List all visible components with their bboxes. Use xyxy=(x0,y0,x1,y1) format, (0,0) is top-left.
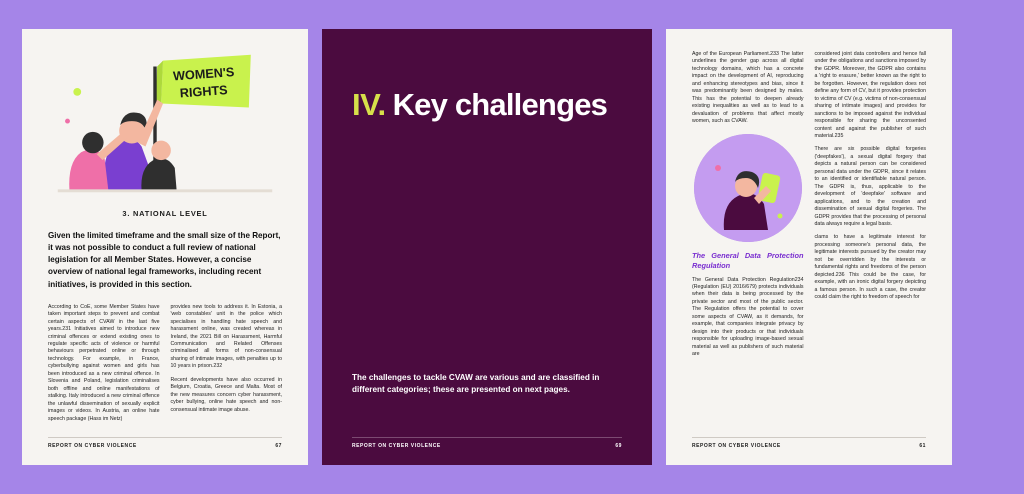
footer-label: REPORT ON CYBER VIOLENCE xyxy=(352,443,441,449)
paragraph: considered joint data controllers and hence fall under the obligations and sanctions imposed by the GDPR. Moreover, the GDPR also contains a 'right to erasure,' better known as the right to be forgotten. However, the regulation does not define any form of CV, but it provides protection to victims of CV (e.g. victims of non-consensual sharing of intimate images) and provides for sanctions to be imposed against the individual responsible for sharing the unconsented content and against the publisher of such material.235 xyxy=(814,51,926,139)
subheading: The General Data Protection Regulation xyxy=(692,250,804,270)
body-column-right xyxy=(815,51,927,364)
page-number: 67 xyxy=(275,443,282,449)
section-heading: 3. NATIONAL LEVEL xyxy=(122,209,208,218)
page-number: 69 xyxy=(615,443,622,449)
page-footer xyxy=(48,437,282,449)
page-footer xyxy=(352,437,622,449)
paragraph: Age of the European Parliament.233 The latter underlines the gender gap across all digital technology domains, which has a concrete impact on the development of AI, reproducing and enhancing stereotypes and bias, since it was predominantly been designed by males. This has the potential to deepen already existing inequalities as well as to lead to a devaluation of problems that affect mostly women, such as CVAW. xyxy=(692,51,804,125)
lead-paragraph: Given the limited timeframe and the small size of the Report, it was not possible to conduct a full review of national legislation for all Member States. However, a concise overview of national legal frameworks, including recent initiatives, is provided in this section. xyxy=(48,231,281,289)
paragraph: provides new tools to address it. In Estonia, a 'web constables' unit in the police which specialises in handling hate speech and harassment online, was created whereas in Ireland, the 2021 Bill on Harassment, Harmful Communication and Related Offenses criminalised all forms of non-consensual sharing of intimate images, with penalties up to 10 years in prison.232 xyxy=(170,303,282,370)
page-chapter-divider xyxy=(322,29,652,465)
paragraph: According to CoE, some Member States have taken important steps to prevent and combat certain aspects of CVAW in the last five years.231 Initiatives aimed to introduce new criminal offences or extend existing ones to regulate specific acts of violence or harmful behaviours perpetrated online or through technology. For example, in France, cyberbullying against women and girls has been introduced as a new criminal offence. In Slovenia and Poland, legislation criminalises both offline and online manifestations of stalking. Italy introduced a new criminal offence the unlawful dissemination of sexually explicit images or videos. In Austria, an online hate speech package (Hass im Netz) xyxy=(48,303,160,422)
body-column-right xyxy=(171,304,283,429)
womens-rights-illustration xyxy=(48,51,282,199)
paragraph: clams to have a legitimate interest for processing someone's personal data, the legitimate interests pursued by the creator may not be overridden by the interests or fundamental rights and freedoms of the person depicted.236 This could be the case, for example, with an ironic digital forgery depicting a famous person. In such a case, the creator could claim the right to freedom of speech for xyxy=(814,234,926,301)
page-footer xyxy=(692,437,926,449)
paragraph: Recent developments have also occurred in Belgium, Croatia, Greece and Malta. Most of the new measures concern cyber harassment, cyber bullying, online hate speech and non-consensual intimate image abuse. xyxy=(170,376,282,413)
page-right xyxy=(666,29,952,465)
paragraph: The General Data Protection Regulation234 (Regulation (EU) 2016/679) protects individuals when their data is being processed by the private sector and most of the public sector. The Regulation offers the potential to cover some aspects of CVAW, as it demands, for example, that companies integrate privacy by design into their products or that individuals responsible for uploading image-based sexual material as well as publishers of such material are xyxy=(692,276,804,358)
chapter-title: Key challenges xyxy=(392,87,608,122)
chapter-heading xyxy=(352,87,622,123)
body-column-left xyxy=(692,51,804,364)
deepfake-illustration xyxy=(694,134,802,242)
body-columns xyxy=(692,51,926,364)
svg-text:WOMEN'S: WOMEN'S xyxy=(172,65,235,84)
body-columns xyxy=(48,304,282,429)
chapter-number: IV. xyxy=(352,87,386,122)
chapter-body-text: The challenges to tackle CVAW are various and are classified in different categories; these are presented on next pages. xyxy=(352,372,600,395)
footer-label: REPORT ON CYBER VIOLENCE xyxy=(692,443,781,449)
footer-label: REPORT ON CYBER VIOLENCE xyxy=(48,443,137,449)
svg-text:RIGHTS: RIGHTS xyxy=(179,83,229,101)
page-number: 61 xyxy=(919,443,926,449)
body-column-left xyxy=(48,304,160,429)
page-left xyxy=(22,29,308,465)
paragraph: There are six possible digital forgeries ('deepfakes'), a sexual digital forgery that depicts a natural person can be considered personal data under the GDPR, since it relates to an identified or identifiable natural person. The GDPR is, thus, applicable to the development of 'deepfake' software and applications, and to the creation and dissemination of sexual digital forgeries. The GDPR provides that the processing of personal data always require a legal basis. xyxy=(814,146,926,227)
